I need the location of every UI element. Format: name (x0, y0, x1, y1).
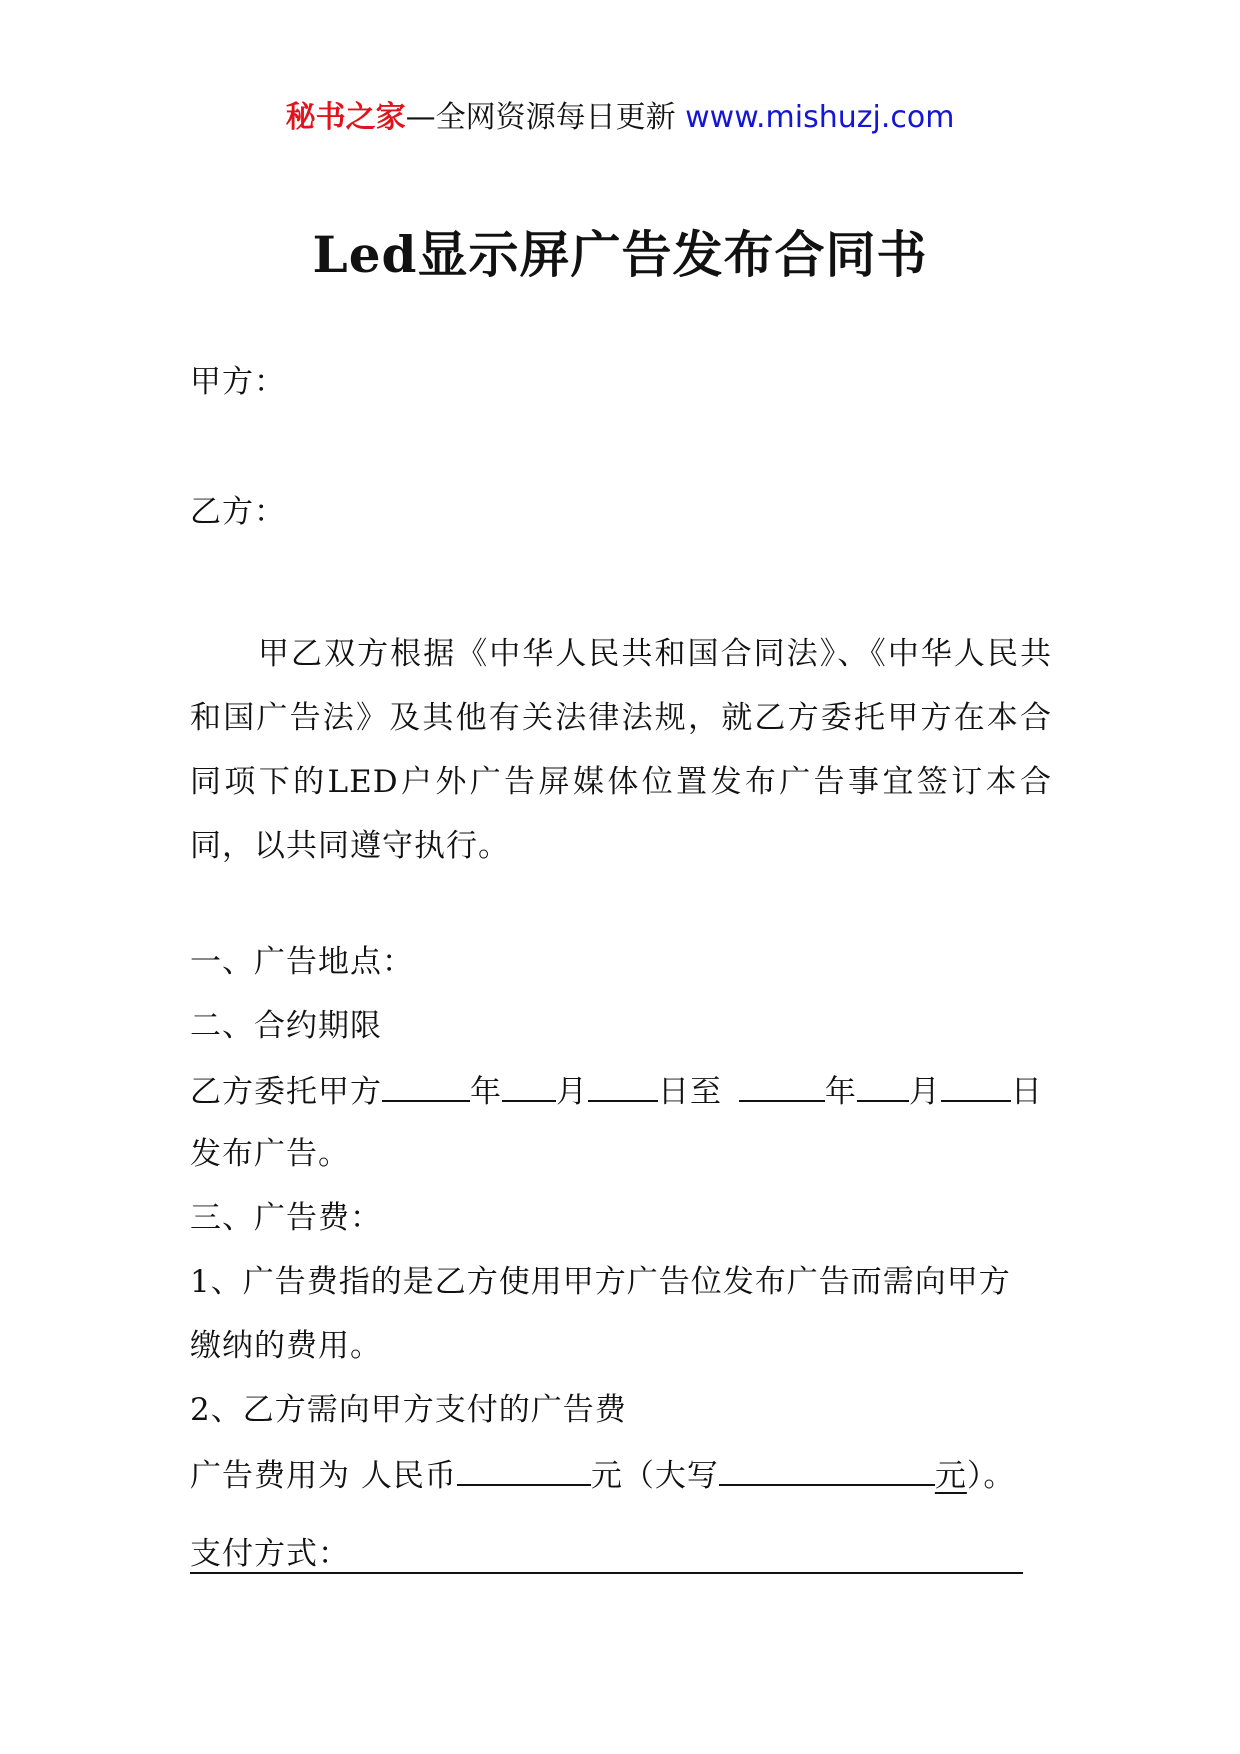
payment-method-label: 支付方式： (190, 1536, 350, 1572)
year-label-2: 年 (824, 1074, 857, 1110)
end-month-blank[interactable] (857, 1070, 909, 1102)
contract-period-line (190, 1070, 1050, 1112)
header-slogan: —全网资源每日更新 (405, 100, 676, 135)
section-3-heading: 三、广告费： (190, 1200, 382, 1236)
period-prefix: 乙方委托甲方 (190, 1074, 382, 1110)
document-title: Led显示屏广告发布合同书 (312, 225, 928, 284)
month-label-1: 月 (556, 1074, 588, 1110)
fee-yuan-label: 元（大写 (590, 1458, 719, 1494)
site-header (0, 98, 1240, 138)
site-url-link[interactable]: www.mishuzj.com (685, 100, 955, 135)
period-suffix: 发布广告。 (190, 1136, 350, 1172)
fee-yuan-label-2: 元 (934, 1458, 967, 1494)
day-label-2: 日 (1010, 1074, 1043, 1110)
payment-method-blank[interactable] (190, 1572, 1023, 1574)
fee-uppercase-blank[interactable] (719, 1454, 935, 1486)
intro-paragraph: 甲乙双方根据《中华人民共和国合同法》、《中华人民共和国广告法》及其他有关法律法规，就乙方委托甲方在本合同项下的LED户外广告屏媒体位置发布广告事宜签订本合同，以共同遵守执行。 (190, 636, 1052, 864)
item-1-line-2: 缴纳的费用。 (190, 1328, 382, 1364)
month-label-2: 月 (908, 1074, 941, 1110)
start-year-blank[interactable] (382, 1070, 470, 1102)
brand-name: 秘书之家 (285, 100, 406, 135)
start-day-blank[interactable] (588, 1070, 658, 1102)
party-b-label: 乙方： (190, 494, 286, 530)
fee-prefix: 广告费用为 人民币 (190, 1458, 457, 1494)
section-1-heading: 一、广告地点： (190, 944, 414, 980)
year-label-1: 年 (470, 1074, 502, 1110)
end-day-blank[interactable] (941, 1070, 1011, 1102)
day-to-label: 日至 (658, 1074, 722, 1110)
fee-close: ）。 (966, 1458, 1016, 1494)
fee-amount-line (190, 1454, 1050, 1496)
item-2-text: 2、乙方需向甲方支付的广告费 (190, 1392, 627, 1428)
item-1-line-1: 1、广告费指的是乙方使用甲方广告位发布广告而需向甲方 (190, 1264, 1011, 1300)
party-a-label: 甲方： (190, 364, 286, 400)
start-month-blank[interactable] (502, 1070, 556, 1102)
end-year-blank[interactable] (739, 1070, 825, 1102)
fee-amount-blank[interactable] (457, 1454, 591, 1486)
section-2-heading: 二、合约期限 (190, 1008, 382, 1044)
